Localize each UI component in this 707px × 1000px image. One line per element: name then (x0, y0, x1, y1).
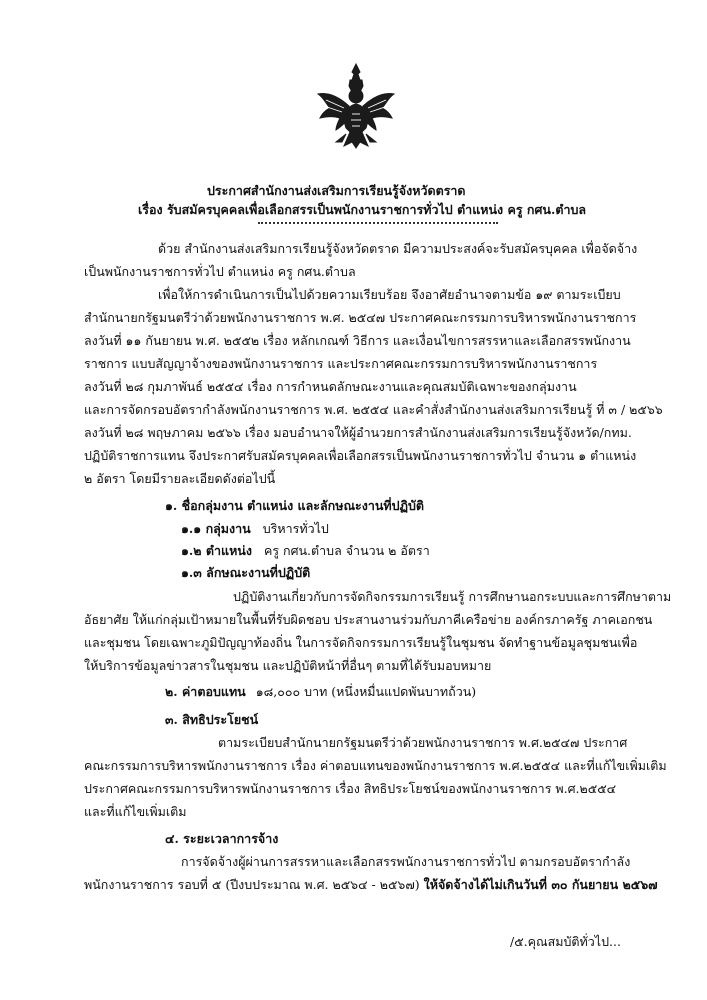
section-2-heading: ๒. ค่าตอบแทน (165, 684, 246, 699)
announcement-issuer: ประกาศสำนักงานส่งเสริมการเรียนรู้จังหวัดตราด (207, 183, 466, 198)
text-line: อัธยาศัย ให้แก่กลุ่มเป้าหมายในพื้นที่รับผิดชอบ ประสานงานร่วมกับภาคีเครือข่าย องค์กรภาครัฐ ภาคเอกชน (84, 612, 653, 627)
garuda-emblem (316, 62, 396, 150)
section-2-row (165, 683, 476, 700)
text-line: ตามระเบียบสำนักนายกรัฐมนตรีว่าด้วยพนักงานราชการ พ.ศ.๒๕๔๗ ประกาศ (218, 735, 628, 750)
employment-period-line (84, 876, 658, 893)
text-line: สำนักนายกรัฐมนตรีว่าด้วยพนักงานราชการ พ.ศ. ๒๕๔๗ ประกาศคณะกรรมการบริหารพนักงานราชการ (84, 310, 637, 325)
text-line: และที่แก้ไขเพิ่มเติม (84, 804, 187, 819)
text-line: และการจัดกรอบอัตรากำลังพนักงานราชการ พ.ศ. ๒๕๕๔ และคำสั่งสำนักงานส่งเสริมการเรียนรู้ ที่ ๓ / ๒๕๖๖ (84, 402, 663, 417)
announcement-subject: เรื่อง รับสมัครบุคคลเพื่อเลือกสรรเป็นพนักงานราชการทั่วไป ตำแหน่ง ครู กศน.ตำบล (138, 202, 587, 217)
text-line: ลงวันที่ ๒๘ พฤษภาคม ๒๕๖๖ เรื่อง มอบอำนาจให้ผู้อำนวยการสำนักงานส่งเสริมการเรียนรู้จังหวัด/กทม. (84, 425, 632, 440)
text-line: ปฏิบัติงานเกี่ยวกับการจัดกิจกรรมการเรียนรู้ การศึกษานอกระบบและการศึกษาตาม (233, 589, 672, 604)
group-row (181, 520, 329, 537)
position-label: ๑.๒ ตำแหน่ง (181, 543, 252, 558)
text-line: ด้วย สำนักงานส่งเสริมการเรียนรู้จังหวัดตราด มีความประสงค์จะรับสมัครบุคคล เพื่อจัดจ้าง (158, 241, 638, 256)
group-value: บริหารทั่วไป (262, 521, 329, 536)
section-3-heading: ๓. สิทธิประโยชน์ (165, 712, 259, 727)
text-line: ลงวันที่ ๒๘ กุมภาพันธ์ ๒๕๕๔ เรื่อง การกำหนดลักษณะงานและคุณสมบัติเฉพาะของกลุ่มงาน (84, 379, 577, 394)
text-line: เป็นพนักงานราชการทั่วไป ตำแหน่ง ครู กศน.ตำบล (84, 264, 356, 279)
text-line: และชุมชน โดยเฉพาะภูมิปัญญาท้องถิ่น ในการจัดกิจกรรมการเรียนรู้ในชุมชน จัดทำฐานข้อมูลชุมชนเพื่อ (84, 635, 638, 650)
continued-on-next-page: /๕.คุณสมบัติทั่วไป... (510, 934, 621, 949)
text-line: ลงวันที่ ๑๑ กันยายน พ.ศ. ๒๕๕๒ เรื่อง หลักเกณฑ์ วิธีการ และเงื่อนไขการสรรหาและเลือกสรรพนักงาน (84, 333, 631, 348)
position-value: ครู กศน.ตำบล จำนวน ๒ อัตรา (263, 543, 430, 558)
section-1-heading: ๑. ชื่อกลุ่มงาน ตำแหน่ง และลักษณะงานที่ปฏิบัติ (165, 498, 425, 513)
text-line: ราชการ แบบสัญญาจ้างของพนักงานราชการ และประกาศคณะกรรมการบริหารพนักงานราชการ (84, 356, 598, 371)
text-line: ๒ อัตรา โดยมีรายละเอียดดังต่อไปนี้ (84, 471, 276, 486)
group-label: ๑.๑ กลุ่มงาน (181, 521, 251, 536)
compensation-value: ๑๘,๐๐๐ บาท (หนึ่งหมื่นแปดพันบาทถ้วน) (255, 684, 477, 699)
text-fragment: พนักงานราชการ รอบที่ ๕ (ปีงบประมาณ พ.ศ. ๒๕๖๔ - ๒๕๖๗) (84, 877, 424, 892)
text-line: คณะกรรมการบริหารพนักงานราชการ เรื่อง ค่าตอบแทนของพนักงานราชการ พ.ศ.๒๕๕๔ และที่แก้ไขเพิ่มเติม (84, 758, 667, 773)
text-line: การจัดจ้างผู้ผ่านการสรรหาและเลือกสรรพนักงานราชการทั่วไป ตามกรอบอัตรากำลัง (181, 854, 631, 869)
duties-label: ๑.๓ ลักษณะงานที่ปฏิบัติ (181, 565, 311, 580)
section-4-heading: ๔. ระยะเวลาการจ้าง (165, 831, 279, 846)
text-line: ให้บริการข้อมูลข่าวสารในชุมชน และปฏิบัติหน้าที่อื่นๆ ตามที่ได้รับมอบหมาย (84, 658, 492, 673)
position-row (181, 542, 430, 559)
text-line: ประกาศคณะกรรมการบริหารพนักงานราชการ เรื่อง สิทธิประโยชน์ของพนักงานราชการ พ.ศ.๒๕๕๔ (84, 781, 617, 796)
divider-dotted (258, 222, 498, 224)
text-line: ปฏิบัติราชการแทน จึงประกาศรับสมัครบุคคลเพื่อเลือกสรรเป็นพนักงานราชการทั่วไป จำนวน ๑ ตำแหน่ง (84, 448, 637, 463)
deadline-text: ให้จัดจ้างได้ไม่เกินวันที่ ๓๐ กันยายน ๒๕๖๗ (423, 877, 658, 892)
text-line: เพื่อให้การดำเนินการเป็นไปด้วยความเรียบร้อย จึงอาศัยอำนาจตามข้อ ๑๙ ตามระเบียบ (158, 287, 621, 302)
